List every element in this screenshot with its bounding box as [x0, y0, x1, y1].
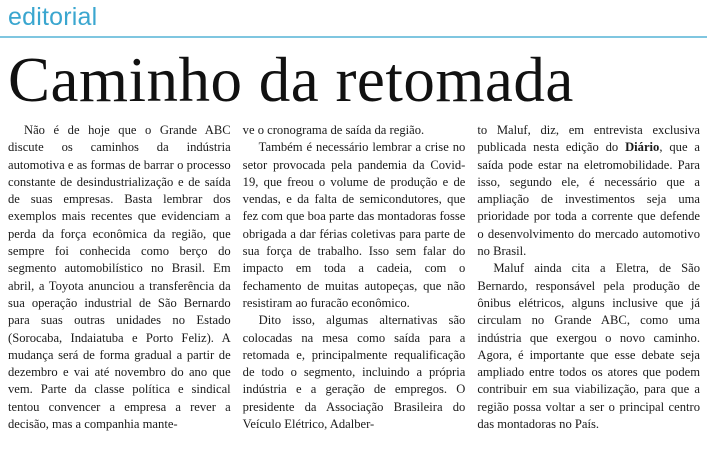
- paragraph: Dito isso, algumas alternativas são colocadas na mesa como saída para a retomada e, principalmente requalificação de todo o segmento, incluindo a própria indústria e a geração de empregos. O presidente da Associação Brasileira do Veículo Elétrico, Adalber-: [242, 313, 466, 432]
- section-label: editorial: [8, 3, 98, 31]
- newspaper-name: Diário: [625, 140, 660, 155]
- paragraph: Também é necessário lembrar a crise no setor provocada pela pandemia da Covid-19, que freou o volume de produção e de vendas, e da falta de semicondutores, que fez com que boa parte das montadoras fosse obrigada a dar férias coletivas para parte de sua força de trabalho. Isso sem falar do impacto em toda a cadeia, com o fechamento de muitas autopeças, que não resistiram ao furacão econômico.: [242, 140, 466, 310]
- paragraph: Maluf ainda cita a Eletra, de São Bernardo, responsável pela produção de ônibus elétricos, alguns inclusive que já circulam no Grande ABC, como uma indústria que exergou o novo caminho. Agora, é importante que esse debate seja ampliado entre todos os atores que podem contribuir em sua viabilização, para que a região possa voltar a ser o principal centro das montadoras no País.: [477, 261, 701, 432]
- paragraph: ve o cronograma de saída da região.: [242, 123, 425, 137]
- paragraph-text: to Maluf, diz, em entrevista exclusiva publicada nesta edição do: [477, 123, 701, 155]
- paragraph-text: , que a saída pode estar na eletromobilidade. Para isso, segundo ele, é necessário que a ampliação de investimentos seja uma prioridade por toda a corrente que defende o desenvolvimento do mercado automotivo no Brasil.: [477, 140, 701, 259]
- header-rule: [0, 36, 707, 38]
- paragraph: [477, 122, 700, 260]
- article-column-1: [8, 122, 231, 450]
- headline: Caminho da retomada: [8, 45, 574, 115]
- paragraph: Não é de hoje que o Grande ABC discute os caminhos da indústria automotiva e as formas de barrar o processo constante de desindustrialização e de saída de suas empresas. Basta lembrar dos exemplos mais recentes que evidenciam a perda da força econômica da região, que sempre foi conhecida como berço do segmento automobilístico no Brasil. Em abril, a Toyota anunciou a transferência da sua operação industrial de São Bernardo para suas outras unidades no Estado (Sorocaba, Indaiatuba e Porto Feliz). A mudança será de forma gradual a partir de dezembro e vai até novembro do ano que vem. Parte da classe política e sindical tentou convencer a empresa a rever a decisão, mas a companhia mante-: [8, 123, 231, 432]
- article-column-3: [477, 122, 700, 450]
- article-column-2: [243, 122, 466, 450]
- article-body: [8, 122, 700, 450]
